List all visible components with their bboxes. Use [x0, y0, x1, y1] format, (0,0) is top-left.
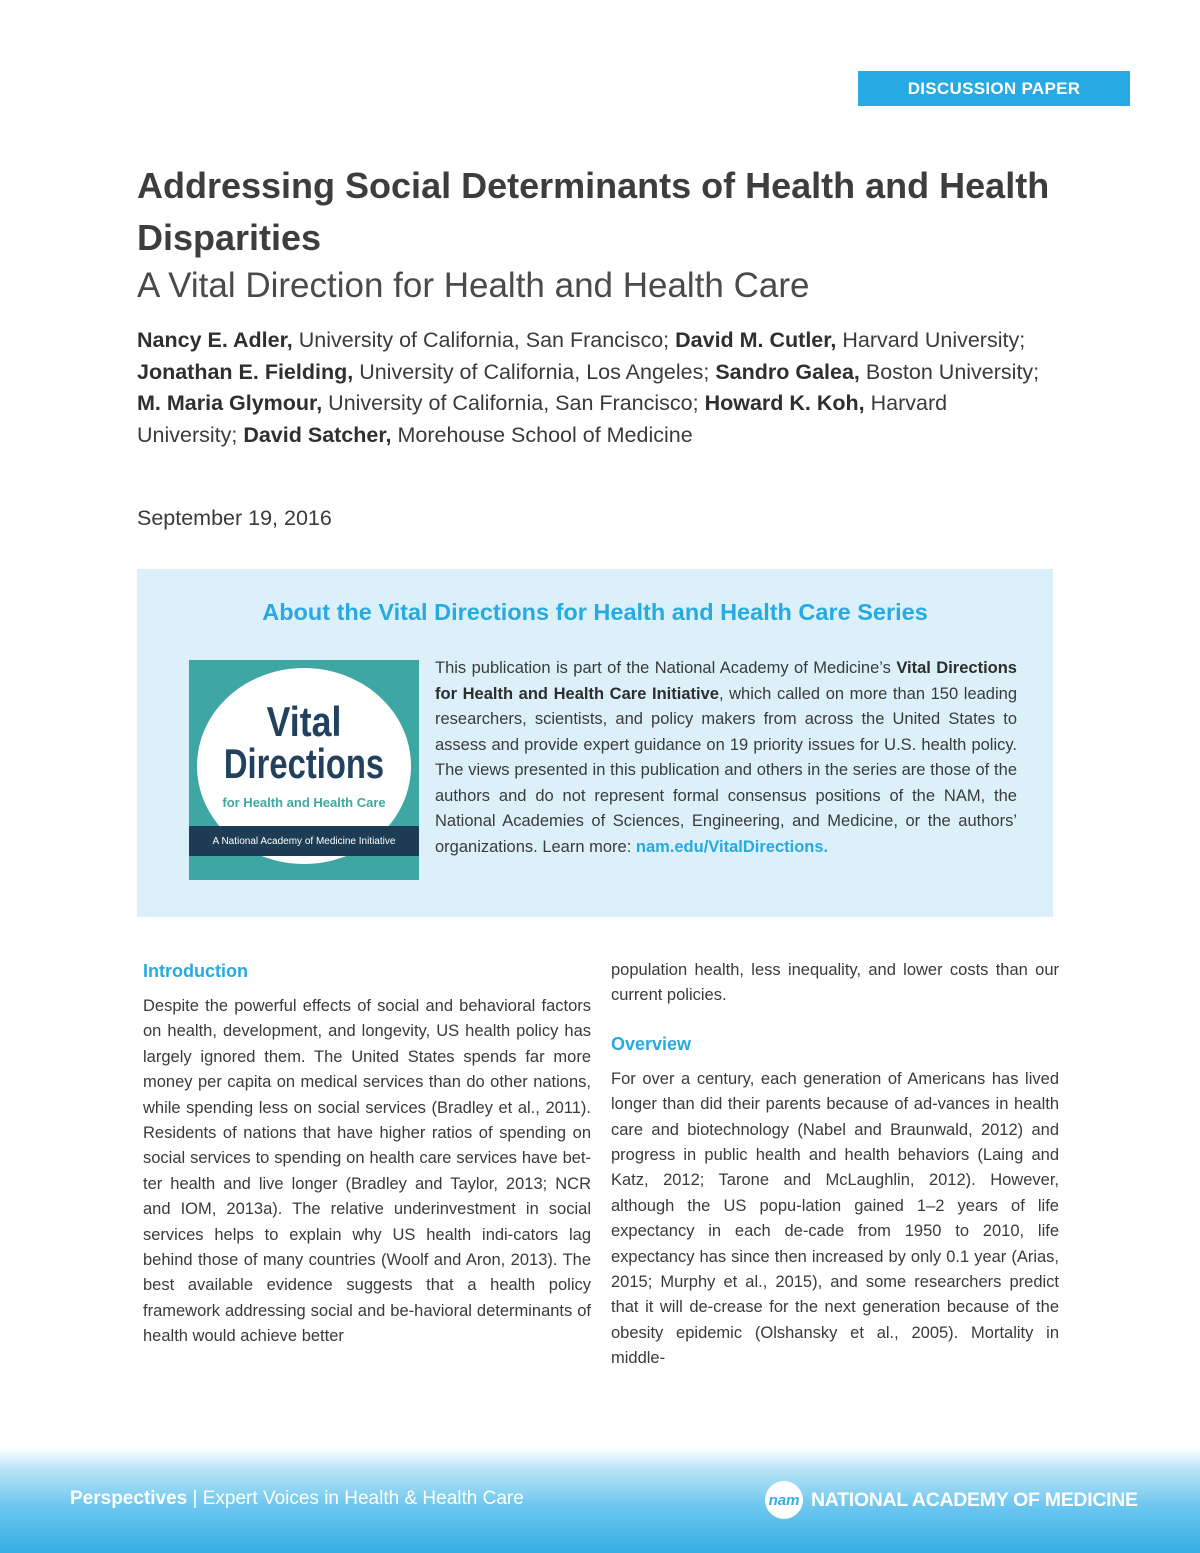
cover-title-vital: Vital: [266, 698, 342, 745]
author-name: M. Maria Glymour,: [137, 391, 323, 415]
page-footer: [0, 1448, 1200, 1553]
initiative-name: Vital Directions for Health and Health Care Initiative: [435, 659, 1017, 703]
author-list: [137, 325, 1047, 451]
about-text-body: , which called on more than 150 leading researchers, scientists, and policy makers from across the United States to assess and provide expert guidance on 19 priority issues for U.S. health policy. The views presented in this publication and others in the series are those of the authors and do not represent formal consensus positions of the NAM, the National Academies of Sciences, Engineering, and Medicine, or the authors’ organizations. Learn more:: [435, 684, 1017, 856]
author-affiliation: University of California, San Francisco;: [322, 391, 705, 415]
author-name: David M. Cutler,: [675, 328, 837, 352]
author-affiliation: Harvard University;: [137, 391, 948, 447]
nam-logo-block: [765, 1481, 1138, 1519]
author-affiliation: University of California, San Francisco;: [292, 328, 676, 352]
publication-date: September 19, 2016: [137, 506, 332, 530]
about-description: [435, 656, 1017, 860]
introduction-continued: population health, less inequality, and lower costs than our current policies.: [611, 961, 1059, 1005]
left-column: [143, 958, 591, 1350]
right-column: [611, 958, 1059, 1372]
nam-wordmark: NATIONAL ACADEMY OF MEDICINE: [811, 1488, 1138, 1511]
author-name: Sandro Galea,: [715, 359, 860, 384]
paper-subtitle: A Vital Direction for Health and Health Care: [137, 266, 810, 305]
overview-heading: Overview: [611, 1033, 692, 1054]
perspectives-label: Perspectives: [70, 1488, 188, 1509]
about-text-intro: This publication is part of the National Academy of Medicine’s: [435, 659, 897, 677]
footer-separator: |: [187, 1488, 203, 1509]
vital-directions-cover-image: [189, 660, 419, 880]
author-affiliation: Harvard University;: [836, 328, 1026, 352]
introduction-paragraph: Despite the powerful effects of social and behavioral factors on health, development, and longevity, US health policy has largely ignored them. The United States spends far more money per capita on medical services than do other nations, while spending less on social services (Bradley et al., 2011). Residents of nations that have higher ratios of spending on social services to spending on health care services have bet-ter health and live longer (Bradley and Taylor, 2013; NCR and IOM, 2013a). The relative underinvestment in social services helps to explain why US health indi-cators lag behind those of many countries (Woolf and Aron, 2013). The best available evidence suggests that a health policy framework addressing social and be-havioral determinants of health would achieve better: [143, 997, 591, 1346]
cover-title-directions: Directions: [223, 740, 385, 787]
author-affiliation: Boston University;: [859, 359, 1040, 384]
author-affiliation: University of California, Los Angeles;: [353, 359, 716, 384]
footer-tagline: [70, 1488, 524, 1510]
author-name: Nancy E. Adler,: [137, 328, 293, 352]
nam-logo-icon: nam: [765, 1481, 803, 1519]
overview-paragraph: For over a century, each generation of Americans has lived longer than did their parents because of ad-vances in health care and biotechnology (Nabel and Braunwald, 2012) and progress in public health and health behaviors (Laing and Katz, 2012; Tarone and McLaughlin, 2012). However, although the US popu-lation gained 1–2 years of life expectancy in each de-cade from 1950 to 2010, life expectancy has since then increased by only 0.1 year (Arias, 2015; Murphy et al., 2015), and some researchers predict that it will de-crease for the next generation because of the obesity epidemic (Olshansky et al., 2005). Mortality in middle-: [611, 1069, 1059, 1368]
author-name: David Satcher,: [243, 422, 392, 447]
author-name: Howard K. Koh,: [704, 391, 865, 415]
paper-title: Addressing Social Determinants of Health and Health Disparities: [137, 165, 1050, 258]
about-heading: About the Vital Directions for Health and Health Care Series: [262, 599, 928, 625]
introduction-heading: Introduction: [143, 961, 248, 981]
author-name: Jonathan E. Fielding,: [137, 359, 354, 384]
cover-subtitle: for Health and Health Care: [222, 795, 386, 810]
about-series-box: [137, 569, 1053, 917]
discussion-paper-badge: DISCUSSION PAPER: [858, 71, 1130, 106]
cover-band: A National Academy of Medicine Initiative: [189, 826, 419, 856]
author-affiliation: Morehouse School of Medicine: [391, 422, 693, 447]
vital-directions-link[interactable]: nam.edu/VitalDirections.: [635, 837, 829, 856]
footer-subtitle: Expert Voices in Health & Health Care: [202, 1488, 524, 1509]
